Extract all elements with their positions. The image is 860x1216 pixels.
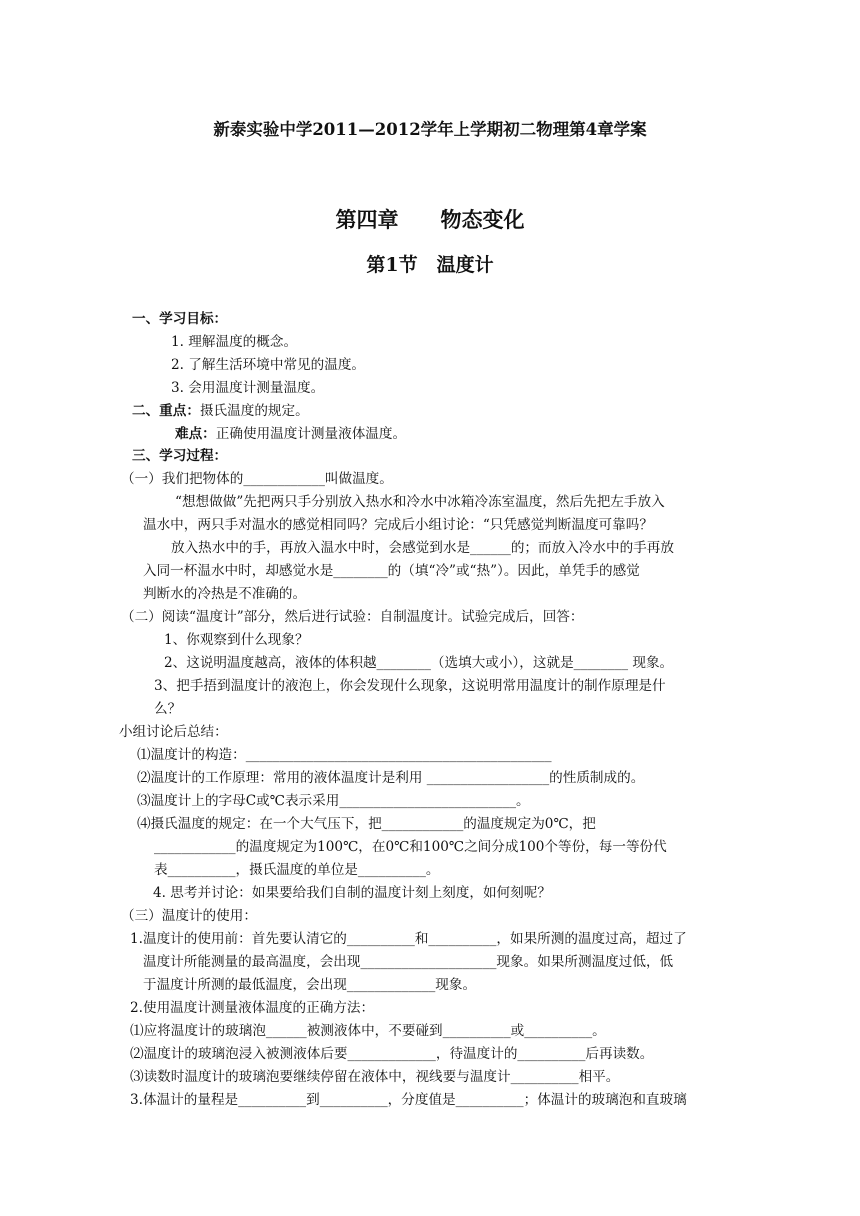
goal-item: 3. 会用温度计测量温度。 xyxy=(171,380,325,396)
part2-line: （二）阅读“温度计”部分，然后进行试验：自制温度计。试验完成后，回答： xyxy=(121,609,584,625)
part1-line: 入同一杯温水中时，却感觉水是________的（填“冷”或“热”）。因此，单凭手的感觉 xyxy=(143,563,640,579)
key-point-label: 二、重点： xyxy=(132,403,200,419)
part3-line: 3.体温计的量程是__________到__________，分度值是__________；体温计的玻璃泡和直玻璃 xyxy=(130,1092,687,1108)
difficulty-line xyxy=(175,424,406,444)
part1-line: “想想做做”先把两只手分别放入热水和冷水中冰箱冷冻室温度，然后先把左手放入 xyxy=(175,494,665,510)
part3-line: 温度计所能测量的最高温度，会出现____________________现象。如果所测温度过低，低 xyxy=(143,954,674,970)
part1-line: 温水中，两只手对温水的感觉相同吗？完成后小组讨论：“只凭感觉判断温度可靠吗？ xyxy=(143,517,653,533)
goal-item: 1. 理解温度的概念。 xyxy=(171,334,298,350)
part2-line: 表__________，摄氏温度的单位是__________。 xyxy=(154,862,440,878)
part1-line: 放入热水中的手，再放入温水中时，会感觉到水是______的；而放入冷水中的手再放 xyxy=(171,540,674,556)
part2-line: ____________的温度规定为100℃，在0℃和100℃之间分成100个等份，每一等份代 xyxy=(154,839,667,855)
part2-line: ⑷摄氏温度的规定：在一个大气压下，把____________的温度规定为0℃，把 xyxy=(137,816,596,832)
chapter-title: 第四章 物态变化 xyxy=(335,207,525,232)
part3-line: ⑶读数时温度计的玻璃泡要继续停留在液体中，视线要与温度计__________相平。 xyxy=(130,1069,620,1085)
part3-line: 于温度计所测的最低温度，会出现_____________现象。 xyxy=(143,977,477,993)
section-title: 第1节 温度计 xyxy=(366,254,494,276)
goal-item: 2. 了解生活环境中常见的温度。 xyxy=(171,357,366,373)
part2-line: ⑵温度计的工作原理：常用的液体温度计是利用 __________________的性质制成的。 xyxy=(137,770,645,786)
part3-line: 1.温度计的使用前：首先要认清它的__________和__________，如果所测的温度过高，超过了 xyxy=(130,931,687,947)
part1-line: 判断水的冷热是不准确的。 xyxy=(143,586,307,602)
part3-line: ⑵温度计的玻璃泡浸入被测液体后要_____________，待温度计的__________后再读数。 xyxy=(130,1046,654,1062)
difficulty-label: 难点： xyxy=(175,426,216,442)
key-point-line xyxy=(132,401,309,421)
part2-line: 2、这说明温度越高，液体的体积越________（选填大或小），这就是________ 现象。 xyxy=(164,655,674,671)
part2-line: 1、你观察到什么现象？ xyxy=(164,632,309,648)
part2-line: 么？ xyxy=(154,701,182,717)
process-heading: 三、学习过程： xyxy=(132,448,228,464)
part3-line: ⑴应将温度计的玻璃泡______被测液体中，不要碰到__________或__________。 xyxy=(130,1023,606,1039)
part2-line: ⑶温度计上的字母C或℃表示采用__________________________。 xyxy=(137,793,530,809)
part3-line: 2.使用温度计测量液体温度的正确方法： xyxy=(130,1000,375,1016)
part1-line: （一）我们把物体的____________叫做温度。 xyxy=(121,471,393,487)
part2-line: 小组讨论后总结： xyxy=(119,724,228,740)
part2-line: 3、把手捂到温度计的液泡上，你会发现什么现象，这说明常用温度计的制作原理是什 xyxy=(154,678,666,694)
goals-heading: 一、学习目标： xyxy=(132,311,228,327)
document-title: 新泰实验中学2011—2012学年上学期初二物理第4章学案 xyxy=(213,120,647,139)
key-point-text: 摄氏温度的规定。 xyxy=(199,403,309,419)
part2-line: 4. 思考并讨论：如果要给我们自制的温度计刻上刻度，如何刻呢？ xyxy=(153,885,551,901)
part2-line: ⑴温度计的构造：_____________________________________________ xyxy=(137,747,552,763)
difficulty-text: 正确使用温度计测量液体温度。 xyxy=(215,426,407,442)
part3-line: （三）温度计的使用： xyxy=(121,908,257,924)
